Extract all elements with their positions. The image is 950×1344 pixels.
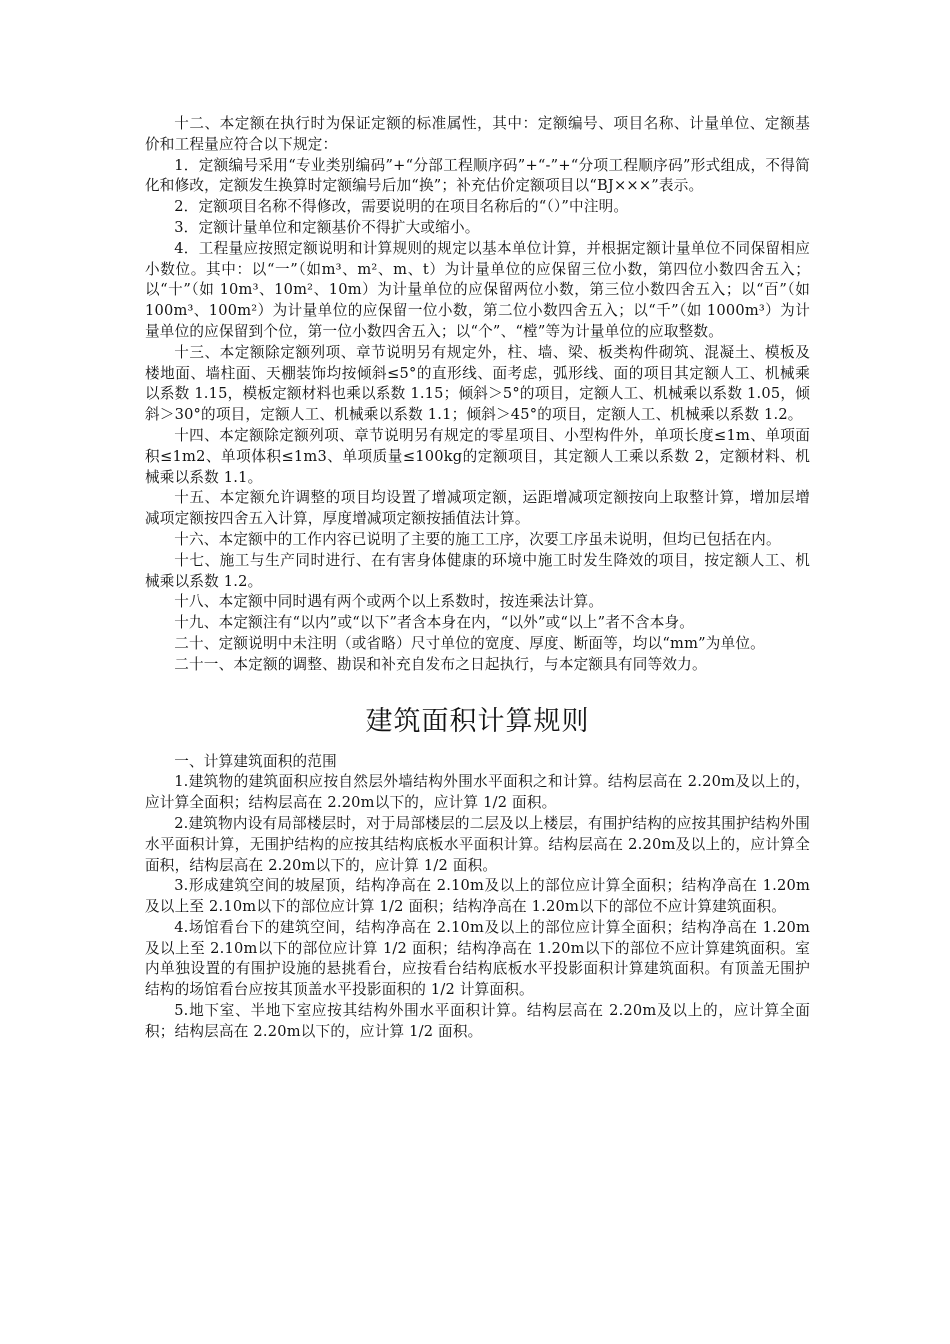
paragraph-16: 十六、本定额中的工作内容已说明了主要的施工工序，次要工序虽未说明，但均已包括在内。 xyxy=(174,530,781,548)
subsection-title: 一、计算建筑面积的范围 xyxy=(174,752,337,770)
quota-rules-section xyxy=(145,114,810,676)
paragraph-18: 十八、本定额中同时遇有两个或两个以上系数时，按连乘法计算。 xyxy=(174,593,604,611)
rule-item-1: 1.建筑物的建筑面积应按自然层外墙结构外围水平面积之和计算。结构层高在 2.20m及以上的，应计算全面积；结构层高在 2.20m以下的，应计算 1/2 面积。 xyxy=(145,773,810,812)
rule-item-2: 2.建筑物内设有局部楼层时，对于局部楼层的二层及以上楼层，有围护结构的应按其围护结构外围水平面积计算，无围护结构的应按其结构底板水平面积计算。结构层高在 2.20m及以上的，应计算全面积，结构层高在 2.20m以下的，应计算 1/2 面积。 xyxy=(145,814,810,874)
paragraph-12-item-4: 4．工程量应按照定额说明和计算规则的规定以基本单位计算，并根据定额计量单位不同保留相应小数位。其中：以“一”（如m³、m²、m、t）为计量单位的应保留三位小数，第四位小数四舍五入；以“十”（如 10m³、10m²、10m）为计量单位的应保留两位小数，第三位小数四舍五入；以“百”（如 100m³、100m²）为计量单位的应保留一位小数，第二位小数四舍五入；以“千”（如 1000m³）为计量单位的应保留到个位，第一位小数四舍五入；以“个”、“樘”等为计量单位的应取整数。 xyxy=(145,239,810,340)
section-heading: 建筑面积计算规则 xyxy=(365,705,590,737)
paragraph-15: 十五、本定额允许调整的项目均设置了增减项定额，运距增减项定额按向上取整计算，增加层增减项定额按四舍五入计算，厚度增减项定额按插值法计算。 xyxy=(145,489,810,528)
paragraph-14: 十四、本定额除定额列项、章节说明另有规定的零星项目、小型构件外，单项长度≤1m、单项面积≤1m2、单项体积≤1m3、单项质量≤100kg的定额项目，其定额人工乘以系数 2，定额材料、机械乘以系数 1.1。 xyxy=(145,426,810,486)
paragraph-12-item-3: 3．定额计量单位和定额基价不得扩大或缩小。 xyxy=(174,218,480,236)
paragraph-12: 十二、本定额在执行时为保证定额的标准属性，其中：定额编号、项目名称、计量单位、定额基价和工程量应符合以下规定： xyxy=(145,115,810,153)
paragraph-12-item-2: 2．定额项目名称不得修改，需要说明的在项目名称后的“（）”中注明。 xyxy=(174,198,629,216)
document-page xyxy=(145,114,810,1043)
paragraph-20: 二十、定额说明中未注明（或省略）尺寸单位的宽度、厚度、断面等，均以“mm”为单位。 xyxy=(174,634,765,652)
paragraph-19: 十九、本定额注有“以内”或“以下”者含本身在内，“以外”或“以上”者不含本身。 xyxy=(174,614,695,632)
rule-item-5: 5.地下室、半地下室应按其结构外围水平面积计算。结构层高在 2.20m及以上的，应计算全面积；结构层高在 2.20m以下的，应计算 1/2 面积。 xyxy=(145,1002,810,1040)
paragraph-12-item-1: 1．定额编号采用“专业类别编码”+“分部工程顺序码”+“-”+“分项工程顺序码”形式组成，不得简化和修改，定额发生换算时定额编号后加“换”；补充估价定额项目以“BJ×××”表示。 xyxy=(145,156,810,195)
building-area-rules-section xyxy=(145,752,810,1043)
rule-item-4: 4.场馆看台下的建筑空间，结构净高在 2.10m及以上的部位应计算全面积；结构净高在 1.20m及以上至 2.10m以下的部位应计算 1/2 面积；结构净高在 1.20m以下的部位不应计算建筑面积。室内单独设置的有围护设施的悬挑看台，应按看台结构底板水平投影面积计算建筑面积。有顶盖无围护结构的场馆看台应按其顶盖水平投影面积的 1/2 计算面积。 xyxy=(145,918,810,999)
paragraph-21: 二十一、本定额的调整、勘误和补充自发布之日起执行，与本定额具有同等效力。 xyxy=(174,655,707,673)
paragraph-13: 十三、本定额除定额列项、章节说明另有规定外，柱、墙、梁、板类构件砌筑、混凝土、模板及楼地面、墙柱面、天棚装饰均按倾斜≤5°的直形线、面考虑，弧形线、面的项目其定额人工、机械乘以系数 1.15，模板定额材料也乘以系数 1.15；倾斜＞5°的项目，定额人工、机械乘以系数 1.05，倾斜＞30°的项目，定额人工、机械乘以系数 1.1；倾斜＞45°的项目，定额人工、机械乘以系数 1.2。 xyxy=(145,343,810,424)
rule-item-3: 3.形成建筑空间的坡屋顶，结构净高在 2.10m及以上的部位应计算全面积；结构净高在 1.20m及以上至 2.10m以下的部位应计算 1/2 面积；结构净高在 1.20m以下的部位不应计算建筑面积。 xyxy=(145,877,810,916)
paragraph-17: 十七、施工与生产同时进行、在有害身体健康的环境中施工时发生降效的项目，按定额人工、机械乘以系数 1.2。 xyxy=(145,551,810,590)
